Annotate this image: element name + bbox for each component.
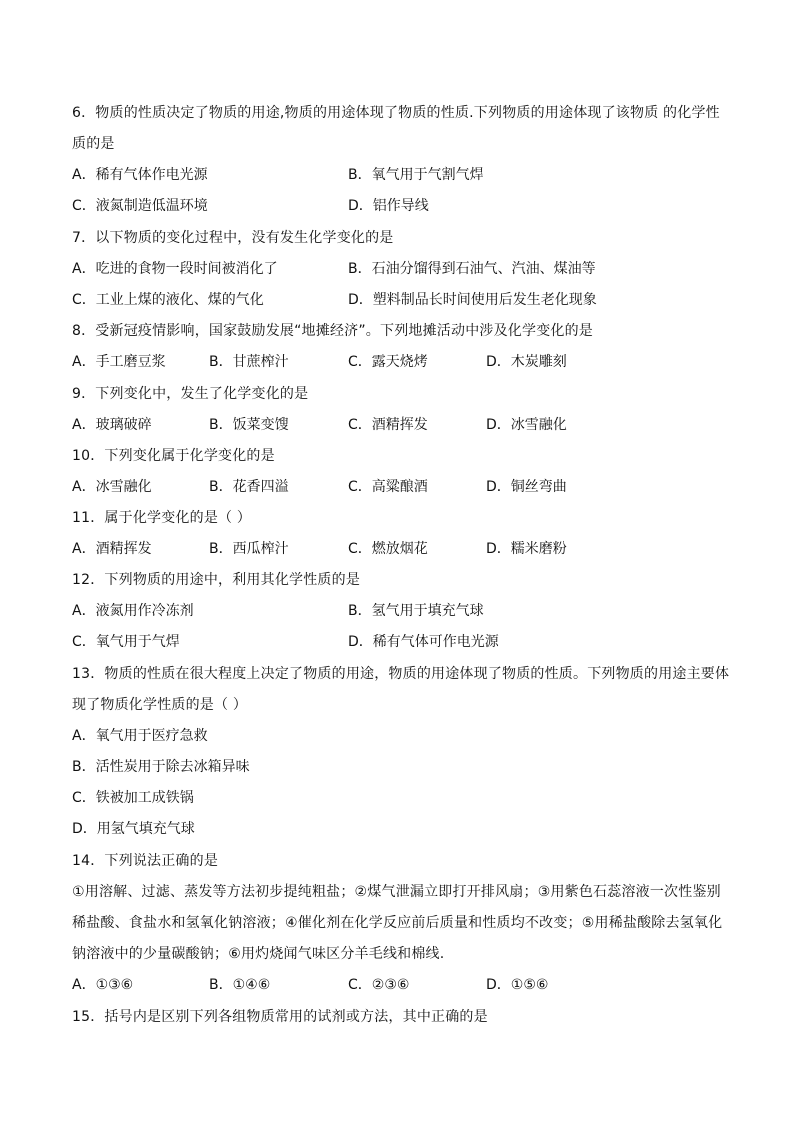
q11-option-b: B．西瓜榨汁 bbox=[209, 541, 289, 557]
q8-option-b: B．甘蔗榨汁 bbox=[209, 354, 289, 370]
q6-option-c: C．液氮制造低温环境 bbox=[72, 198, 208, 214]
q11-option-c: C．燃放烟花 bbox=[348, 541, 428, 557]
q10-stem: 10．下列变化属于化学变化的是 bbox=[72, 448, 275, 464]
q7-option-d: D．塑料制品长时间使用后发生老化现象 bbox=[348, 292, 597, 308]
q8-option-c: C．露天烧烤 bbox=[348, 354, 428, 370]
q9-option-d: D．冰雪融化 bbox=[486, 417, 567, 433]
q10-option-a: A．冰雪融化 bbox=[72, 479, 152, 495]
q7-option-a: A．吃进的食物一段时间被消化了 bbox=[72, 261, 278, 277]
q14-option-a: A．①③⑥ bbox=[72, 977, 134, 993]
q12-option-d: D．稀有气体可作电光源 bbox=[348, 634, 499, 650]
q14-option-b: B．①④⑥ bbox=[209, 977, 271, 993]
q6-option-b: B．氧气用于气割气焊 bbox=[348, 167, 484, 183]
q15-stem: 15．括号内是区别下列各组物质常用的试剂或方法，其中正确的是 bbox=[72, 1009, 488, 1025]
q11-stem: 11．属于化学变化的是（ ） bbox=[72, 510, 252, 526]
q14-option-c: C．②③⑥ bbox=[348, 977, 410, 993]
q9-stem: 9．下列变化中，发生了化学变化的是 bbox=[72, 386, 309, 402]
q9-option-b: B．饭菜变馊 bbox=[209, 417, 289, 433]
q13-option-a: A．氧气用于医疗急救 bbox=[72, 728, 208, 744]
q6-stem-line-1: 6．物质的性质决定了物质的用途,物质的用途体现了物质的性质.下列物质的用途体现了该物质 的化学性 bbox=[72, 105, 720, 121]
q10-option-b: B．花香四溢 bbox=[209, 479, 289, 495]
q13-option-c: C．铁被加工成铁锅 bbox=[72, 790, 194, 806]
q7-stem: 7．以下物质的变化过程中，没有发生化学变化的是 bbox=[72, 230, 394, 246]
q13-option-b: B．活性炭用于除去冰箱异味 bbox=[72, 759, 250, 775]
q12-option-b: B．氢气用于填充气球 bbox=[348, 603, 484, 619]
q11-option-a: A．酒精挥发 bbox=[72, 541, 152, 557]
q6-option-d: D．铝作导线 bbox=[348, 198, 429, 214]
q13-stem-line-2: 现了物质化学性质的是（ ） bbox=[72, 697, 248, 713]
q9-option-a: A．玻璃破碎 bbox=[72, 417, 152, 433]
q14-body-line-3: 钠溶液中的少量碳酸钠；⑥用灼烧闻气味区分羊毛线和棉线. bbox=[72, 946, 445, 962]
q14-stem: 14．下列说法正确的是 bbox=[72, 853, 219, 869]
q13-option-d: D．用氢气填充气球 bbox=[72, 821, 195, 837]
q14-body-line-1: ①用溶解、过滤、蒸发等方法初步提纯粗盐；②煤气泄漏立即打开排风扇；③用紫色石蕊溶液一次性鉴别 bbox=[72, 884, 721, 900]
q13-stem-line-1: 13．物质的性质在很大程度上决定了物质的用途，物质的用途体现了物质的性质。下列物质的用途主要体 bbox=[72, 666, 730, 682]
q6-option-a: A．稀有气体作电光源 bbox=[72, 167, 208, 183]
q8-option-d: D．木炭雕刻 bbox=[486, 354, 567, 370]
q12-option-a: A．液氮用作冷冻剂 bbox=[72, 603, 194, 619]
q7-option-b: B．石油分馏得到石油气、汽油、煤油等 bbox=[348, 261, 596, 277]
q10-option-c: C．高粱酿酒 bbox=[348, 479, 428, 495]
q7-option-c: C．工业上煤的液化、煤的气化 bbox=[72, 292, 264, 308]
q9-option-c: C．酒精挥发 bbox=[348, 417, 428, 433]
q12-option-c: C．氧气用于气焊 bbox=[72, 634, 180, 650]
q8-stem: 8．受新冠疫情影响，国家鼓励发展“地摊经济”。下列地摊活动中涉及化学变化的是 bbox=[72, 323, 594, 339]
q10-option-d: D．铜丝弯曲 bbox=[486, 479, 567, 495]
q11-option-d: D．糯米磨粉 bbox=[486, 541, 567, 557]
q8-option-a: A．手工磨豆浆 bbox=[72, 354, 166, 370]
q14-body-line-2: 稀盐酸、食盐水和氢氧化钠溶液；④催化剂在化学反应前后质量和性质均不改变；⑤用稀盐酸除去氢氧化 bbox=[72, 915, 723, 931]
q14-option-d: D．①⑤⑥ bbox=[486, 977, 549, 993]
q6-stem-line-2: 质的是 bbox=[72, 136, 115, 152]
q12-stem: 12．下列物质的用途中，利用其化学性质的是 bbox=[72, 572, 361, 588]
